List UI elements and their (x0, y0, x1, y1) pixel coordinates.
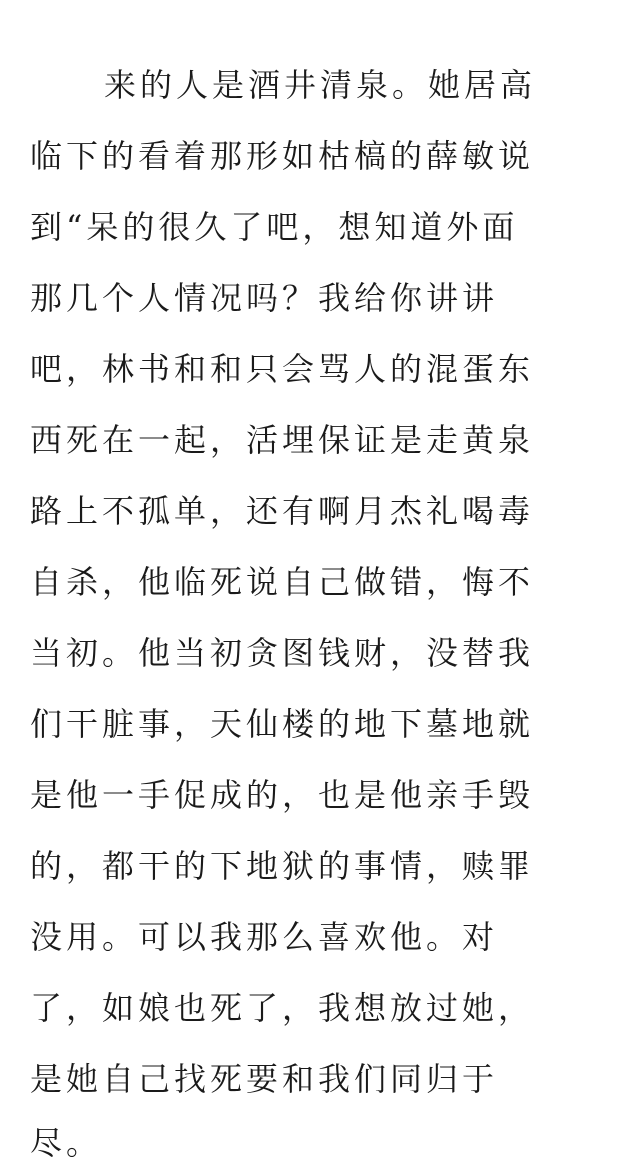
text-line: 路上不孤单，还有啊月杰礼喝毒 (30, 492, 535, 530)
text-line: 到“呆的很久了吧，想知道外面 (30, 208, 519, 246)
text-line: 来的人是酒井清泉。她居高 (104, 66, 537, 104)
text-line: 吧，林书和和只会骂人的混蛋东 (30, 350, 535, 388)
text-line: 们干脏事，天仙楼的地下墓地就 (30, 705, 535, 743)
text-line: 临下的看着那形如枯槁的薛敏说 (30, 137, 535, 175)
text-line: 是她自己找死要和我们同归于 (30, 1060, 499, 1098)
text-line: 西死在一起，活埋保证是走黄泉 (30, 421, 535, 459)
text-line: 尽。 (30, 1124, 103, 1162)
text-line: 了，如娘也死了，我想放过她， (30, 989, 535, 1027)
text-line: 的，都干的下地狱的事情，赎罪 (30, 847, 535, 885)
text-line: 自杀，他临死说自己做错，悔不 (30, 563, 535, 601)
text-line: 没用。可以我那么喜欢他。对 (30, 918, 499, 956)
text-line: 是他一手促成的，也是他亲手毁 (30, 776, 535, 814)
text-line: 那几个人情况吗？我给你讲讲 (30, 279, 499, 317)
text-line: 当初。他当初贪图钱财，没替我 (30, 634, 535, 672)
